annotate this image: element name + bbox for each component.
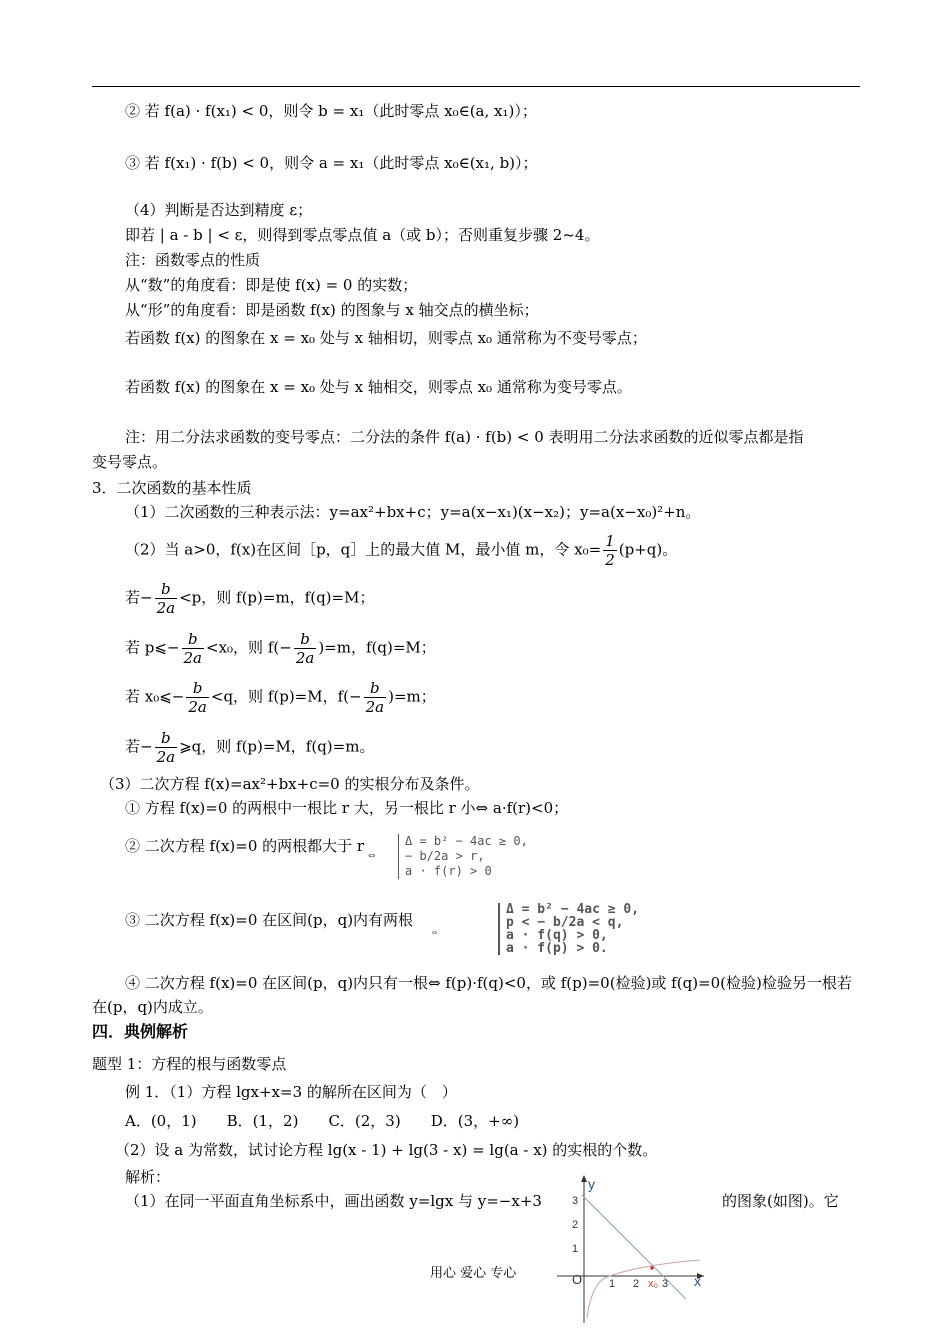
root-case-4-cont: 在(p，q)内成立。 — [92, 998, 213, 1016]
example-1-q2: （2）设 a 为常数，试讨论方程 lg(x - 1) + lg(3 - x) = lg(a - x) 的实根的个数。 — [115, 1141, 658, 1159]
x-tick-2: 2 — [633, 1278, 640, 1290]
example-1-q1: 例 1．（1）方程 lgx+x=3 的解所在区间为（ ） — [125, 1083, 457, 1101]
step-4-detail: 即若 | a - b | < ε，则得到零点零点值 a（或 b）；否则重复步骤 2~4。 — [125, 226, 600, 244]
curve-y-lgx — [587, 1260, 700, 1318]
half-fraction: $\frac{1}{2}$ — [605, 532, 615, 569]
x0-label: x₀ — [648, 1278, 659, 1290]
note-tangent-zero: 若函数 f(x) 的图象在 x = x₀ 处与 x 轴相切，则零点 x₀ 通常称为不变号零点； — [125, 329, 647, 347]
note-bisection: 注：用二分法求函数的变号零点：二分法的条件 f(a) · f(b) < 0 表明用二分法求函数的近似零点都是指 — [125, 428, 804, 446]
section-4-title: 四．典例解析 — [92, 1022, 189, 1041]
root-case-1: ① 方程 f(x)=0 的两根中一根比 r 大，另一根比 r 小⇔ a·f(r)<0； — [125, 799, 569, 817]
solution-label: 解析： — [125, 1168, 171, 1186]
x-tick-3: 3 — [662, 1278, 669, 1290]
step-4: （4）判断是否达到精度 ε； — [125, 201, 313, 219]
line-case3: ③ 若 f(x₁) · f(b) < 0，则令 a = x₁（此时零点 x₀∈(x₁, b)）； — [125, 154, 538, 172]
y-tick-2: 2 — [572, 1219, 579, 1231]
system-pq-arrow: ⇔ — [432, 928, 438, 938]
note-bisection-cont: 变号零点。 — [92, 453, 168, 471]
case-a: 若− $\frac{b}{2a}$ <p，则 f(p)=m，f(q)=M； — [125, 580, 375, 617]
example-1-options: A．(0，1) B．(1，2) C．(2，3) D．(3，+∞) — [125, 1112, 520, 1130]
y-axis-arrow — [581, 1175, 587, 1182]
system-pq: Δ = b² − 4ac ≥ 0, p < − b/2a < q, a · f(q) > 0, a · f(p) > 0. — [498, 903, 639, 955]
system-r-arrow: ⇔ — [368, 848, 376, 862]
line-case2: ② 若 f(a) · f(x₁) < 0，则令 b = x₁（此时零点 x₀∈(a, x₁)）； — [125, 102, 537, 120]
y-axis-label: y — [588, 1176, 595, 1192]
section-3-title: 3．二次函数的基本性质 — [92, 479, 252, 497]
root-case-2: ② 二次方程 f(x)=0 的两根都大于 r — [125, 837, 365, 855]
y-tick-1: 1 — [572, 1243, 579, 1255]
topic-1-title: 题型 1：方程的根与函数零点 — [92, 1055, 287, 1073]
function-graph — [552, 1168, 712, 1328]
root-distribution-title: （3）二次方程 f(x)=ax²+bx+c=0 的实根分布及条件。 — [100, 775, 480, 793]
system-r: Δ = b² − 4ac ≥ 0, − b/2a > r, a · f(r) > 0 — [398, 834, 528, 879]
solution-part-1-cont: 的图象(如图)。它 — [722, 1192, 839, 1210]
intersection-point — [650, 1266, 654, 1270]
minmax-intro: （2）当 a>0，f(x)在区间［p，q］上的最大值 M，最小值 m，令 x₀= $\frac{1}{2}$ (p+q)。 — [125, 532, 678, 569]
case-c: 若 x₀⩽− $\frac{b}{2a}$ <q，则 f(p)=M，f(− $\frac{b}{2a}$ )=m； — [125, 679, 436, 716]
quadratic-forms: （1）二次函数的三种表示法：y=ax²+bx+c；y=a(x−x₁)(x−x₂)；y=a(x−x₀)²+n。 — [125, 503, 701, 521]
note-shape-view: 从“形”的角度看：即是函数 f(x) 的图象与 x 轴交点的横坐标； — [125, 301, 539, 319]
case-b: 若 p⩽− $\frac{b}{2a}$ <x₀，则 f(− $\frac{b}{2a}$ )=m，f(q)=M； — [125, 630, 436, 667]
x-tick-1: 1 — [609, 1278, 616, 1290]
root-case-3: ③ 二次方程 f(x)=0 在区间(p，q)内有两根 — [125, 911, 414, 929]
page-footer: 用心 爱心 专心 — [430, 1266, 517, 1281]
note-zero-properties: 注：函数零点的性质 — [125, 251, 261, 269]
root-case-4: ④ 二次方程 f(x)=0 在区间(p，q)内只有一根⇔ f(p)·f(q)<0，或 f(p)=0(检验)或 f(q)=0(检验)检验另一根若 — [125, 974, 852, 992]
origin-label: O — [572, 1272, 583, 1287]
case-d: 若− $\frac{b}{2a}$ ⩾q，则 f(p)=M，f(q)=m。 — [125, 729, 375, 766]
solution-part-1: （1）在同一平面直角坐标系中，画出函数 y=lgx 与 y=−x+3 — [125, 1192, 542, 1210]
x-axis-label: x — [694, 1273, 701, 1289]
header-rule — [92, 86, 860, 87]
note-crossing-zero: 若函数 f(x) 的图象在 x = x₀ 处与 x 轴相交，则零点 x₀ 通常称为变号零点。 — [125, 378, 632, 396]
note-number-view: 从“数”的角度看：即是使 f(x) = 0 的实数； — [125, 276, 418, 294]
y-tick-3: 3 — [572, 1195, 579, 1207]
